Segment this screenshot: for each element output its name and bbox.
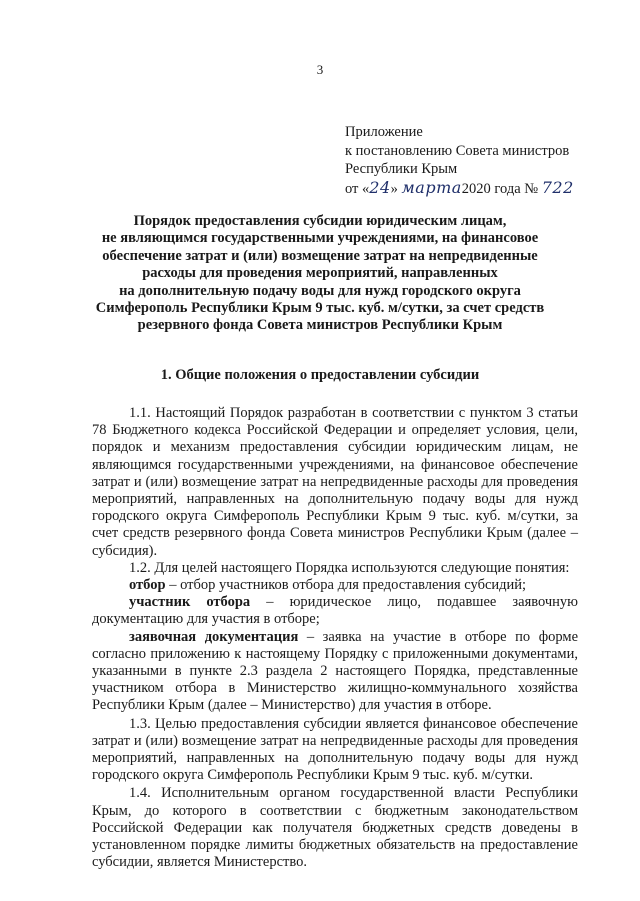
page-number: 3 (316, 62, 324, 77)
term-selection: отбор (129, 577, 166, 594)
date-year: 2020 года № (461, 180, 539, 197)
document-number-handwritten: 722 (541, 177, 574, 197)
appendix-line-3: Республики Крым (345, 161, 458, 177)
paragraph-1-4: 1.4. Исполнительным органом государственной власти Республики Крым, до которого в соответствии с бюджетным законодательством Российской Федерации как получателя бюджетных средств доведены в установленном порядке лимиты бюджетных обязательств на предоставление субсидии, является Министерство. (92, 785, 578, 871)
date-month-handwritten: марта (401, 177, 462, 197)
appendix-line-1: Приложение (345, 124, 423, 140)
title-line: Порядок предоставления субсидии юридическим лицам, (133, 213, 507, 229)
date-separator: » (390, 180, 402, 197)
paragraph-1-1: 1.1. Настоящий Порядок разработан в соответствии с пунктом 3 статьи 78 Бюджетного кодекса Российской Федерации и определяет условия, цели, порядок и механизм предоставления субсидии юридическим лицам, не являющимся государственными учреждениями, на финансовое обеспечение затрат и (или) возмещение затрат на непредвиденные расходы для проведения мероприятий, направленных на дополнительную подачу воды для нужд городского округа Симферополь Республики Крым 9 тыс. куб. м/сутки, за счет средств резервного фонда Совета министров Республики Крым (далее – субсидия). (92, 405, 578, 559)
title-line: резервного фонда Совета министров Республики Крым (137, 317, 503, 334)
definition-documentation (92, 629, 578, 715)
date-prefix: от « (345, 180, 370, 197)
paragraph-1-2: 1.2. Для целей настоящего Порядка используются следующие понятия: (129, 559, 570, 576)
definition-participant-text: – юридическое лицо, подавшее заявочную документацию для участия в отборе; (92, 594, 578, 628)
title-line: обеспечение затрат и (или) возмещение затрат на непредвиденные (102, 247, 538, 264)
date-day-handwritten: 24 (369, 177, 391, 197)
title-line: Симферополь Республики Крым 9 тыс. куб. м/сутки, за счет средств (95, 300, 545, 317)
term-documentation: заявочная документация (129, 628, 299, 645)
title-line: расходы для проведения мероприятий, направленных (142, 265, 498, 282)
document-body (92, 405, 578, 871)
appendix-line-2: к постановлению Совета министров (345, 142, 570, 159)
definition-participant (92, 594, 578, 628)
appendix-block (345, 123, 605, 198)
definition-documentation-text: – заявка на участие в отборе по форме согласно приложению к настоящему Порядку с приложенными документами, указанными в пункте 2.3 раздела 2 настоящего Порядка, представленные участником отбора в Министерство жилищно-коммунального хозяйства Республики Крым (далее – Министерство) для участия в отборе. (92, 628, 579, 714)
term-participant: участник отбора (129, 594, 251, 611)
title-line: не являющимся государственными учреждениями, на финансовое (101, 230, 539, 247)
definition-selection (92, 577, 578, 594)
section-heading: 1. Общие положения о предоставлении субсидии (160, 367, 480, 383)
document-title (80, 213, 560, 335)
definition-selection-text: – отбор участников отбора для предоставления субсидий; (165, 577, 527, 594)
title-line: на дополнительную подачу воды для нужд городского округа (119, 282, 521, 299)
paragraph-1-3: 1.3. Целью предоставления субсидии является финансовое обеспечение затрат и (или) возмещение затрат на непредвиденные расходы для проведения мероприятий, направленных на дополнительную подачу воды для нужд городского округа Симферополь Республики Крым 9 тыс. куб. м/сутки. (92, 715, 578, 784)
appendix-date-line (345, 179, 605, 199)
